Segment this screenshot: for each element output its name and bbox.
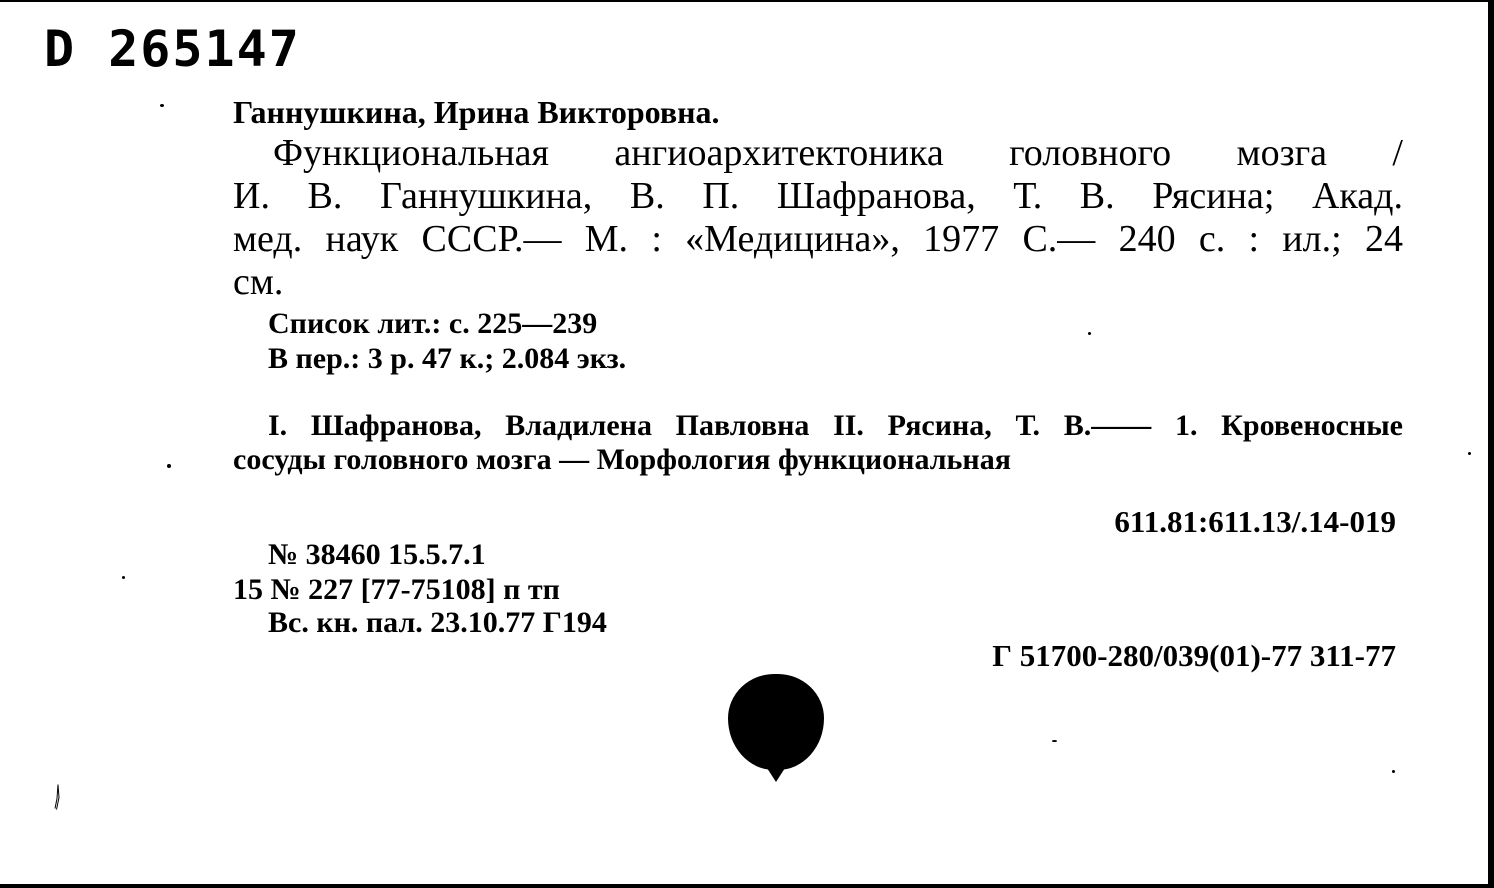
subject-headings [233, 409, 1403, 477]
speck [1088, 332, 1091, 335]
speck [1052, 740, 1057, 742]
speck [1392, 770, 1395, 773]
punch-hole-tail [758, 754, 794, 782]
speck [167, 464, 171, 468]
title-line: см. [233, 261, 284, 303]
author-heading: Ганнушкина, Ирина Викторовна. [233, 94, 720, 130]
record-line: 15 № 227 [77-75108] п тп [233, 573, 560, 606]
speck [160, 104, 164, 107]
subject-line: сосуды головного мозга — Морфология функциональная [233, 443, 1011, 476]
title-line: Функциональная ангиоархитектоника головного мозга / [273, 132, 1403, 174]
subject-line: I. Шафранова, Владилена Павловна II. Рясина, Т. В.—— 1. Кровеносные [268, 409, 1403, 442]
bibliography-note: Список лит.: с. 225—239 [268, 307, 598, 340]
record-line: Вс. кн. пал. 23.10.77 Г194 [268, 606, 607, 639]
price-note: В пер.: 3 р. 47 к.; 2.084 экз. [268, 342, 627, 375]
title-statement [233, 132, 1403, 304]
catalog-number: D 265147 [44, 20, 301, 78]
scratch-mark [52, 772, 62, 822]
bbk-code: Г 51700-280/039(01)-77 311-77 [992, 638, 1396, 673]
udc-code: 611.81:611.13/.14-019 [1114, 504, 1396, 539]
title-line: И. В. Ганнушкина, В. П. Шафранова, Т. В. Рясина; Акад. [233, 175, 1403, 217]
record-line: № 38460 15.5.7.1 [268, 538, 486, 571]
speck [1468, 452, 1471, 455]
title-line: мед. наук СССР.— М. : «Медицина», 1977 С.— 240 с. : ил.; 24 [233, 218, 1403, 260]
speck [122, 576, 125, 579]
